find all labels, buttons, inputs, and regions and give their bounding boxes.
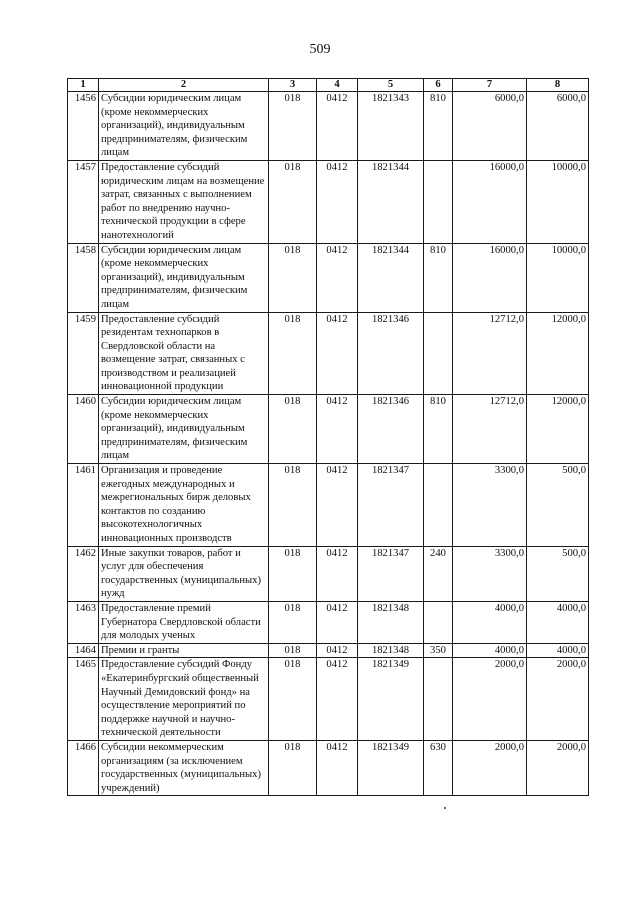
row-col5: 1821346 [358,395,424,464]
row-description: Субсидии юридическим лицам (кроме некоммерческих организаций), индивидуальным предпринимателям, физическим лицам [99,92,269,161]
row-col3: 018 [269,658,317,741]
table-row [68,546,589,601]
table-row [68,658,589,741]
row-col8: 4000,0 [527,601,589,643]
column-header: 2 [99,79,269,92]
row-col3: 018 [269,395,317,464]
column-header: 5 [358,79,424,92]
row-number: 1460 [68,395,99,464]
row-description: Предоставление премий Губернатора Свердловской области для молодых ученых [99,601,269,643]
row-col4: 0412 [317,395,358,464]
row-col7: 2000,0 [453,740,527,795]
row-col7: 16000,0 [453,243,527,312]
row-col4: 0412 [317,92,358,161]
row-number: 1456 [68,92,99,161]
row-col6 [424,601,453,643]
table-row [68,643,589,658]
row-col7: 3300,0 [453,464,527,547]
row-col3: 018 [269,92,317,161]
row-number: 1459 [68,312,99,395]
row-col7: 2000,0 [453,658,527,741]
column-header: 4 [317,79,358,92]
row-col6: 810 [424,395,453,464]
row-col3: 018 [269,243,317,312]
row-col8: 10000,0 [527,160,589,243]
table-row [68,464,589,547]
row-col4: 0412 [317,643,358,658]
row-description: Предоставление субсидий юридическим лицам на возмещение затрат, связанных с выполнением работ по внедрению научно-технической продукции в сфере нанотехнологий [99,160,269,243]
page-number: 509 [309,42,331,57]
row-description: Иные закупки товаров, работ и услуг для обеспечения государственных (муниципальных) нужд [99,546,269,601]
row-number: 1465 [68,658,99,741]
row-number: 1463 [68,601,99,643]
row-col8: 500,0 [527,546,589,601]
row-col6: 350 [424,643,453,658]
row-description: Организация и проведение ежегодных международных и межрегиональных бирж деловых контактов по созданию высокотехнологичных инновационных производств [99,464,269,547]
row-col4: 0412 [317,464,358,547]
row-col7: 16000,0 [453,160,527,243]
row-col7: 4000,0 [453,643,527,658]
row-col7: 6000,0 [453,92,527,161]
table-row [68,601,589,643]
row-col5: 1821344 [358,160,424,243]
row-col5: 1821349 [358,658,424,741]
row-col8: 500,0 [527,464,589,547]
row-col5: 1821349 [358,740,424,795]
table-row [68,312,589,395]
row-col5: 1821343 [358,92,424,161]
table-row [68,243,589,312]
row-col3: 018 [269,601,317,643]
row-number: 1464 [68,643,99,658]
row-col7: 3300,0 [453,546,527,601]
row-description: Субсидии некоммерческим организациям (за исключением государственных (муниципальных) учреждений) [99,740,269,795]
row-col8: 4000,0 [527,643,589,658]
row-col6 [424,312,453,395]
row-number: 1462 [68,546,99,601]
row-col6: 630 [424,740,453,795]
row-col8: 6000,0 [527,92,589,161]
row-col5: 1821344 [358,243,424,312]
column-header: 6 [424,79,453,92]
row-col8: 2000,0 [527,658,589,741]
row-col6 [424,160,453,243]
table-row [68,395,589,464]
column-header: 3 [269,79,317,92]
row-col3: 018 [269,312,317,395]
row-col6 [424,658,453,741]
row-col3: 018 [269,546,317,601]
row-col6: 810 [424,92,453,161]
row-col7: 12712,0 [453,312,527,395]
row-col6: 240 [424,546,453,601]
row-description: Предоставление субсидий Фонду «Екатеринбургский общественный Научный Демидовский фонд» на осуществление мероприятий по поддержке научной и научно-технической деятельности [99,658,269,741]
row-number: 1461 [68,464,99,547]
row-col7: 4000,0 [453,601,527,643]
row-col6 [424,464,453,547]
row-col4: 0412 [317,546,358,601]
row-col5: 1821346 [358,312,424,395]
row-col4: 0412 [317,243,358,312]
table-row [68,92,589,161]
row-col5: 1821347 [358,546,424,601]
row-col4: 0412 [317,312,358,395]
column-header: 8 [527,79,589,92]
scan-speck [444,807,446,809]
row-col4: 0412 [317,601,358,643]
row-col3: 018 [269,643,317,658]
row-col5: 1821348 [358,643,424,658]
row-col8: 12000,0 [527,395,589,464]
header-row [68,79,589,92]
table-row [68,740,589,795]
row-col3: 018 [269,160,317,243]
row-col8: 10000,0 [527,243,589,312]
row-description: Премии и гранты [99,643,269,658]
row-col6: 810 [424,243,453,312]
row-col8: 12000,0 [527,312,589,395]
row-col5: 1821347 [358,464,424,547]
budget-table [67,78,589,796]
row-description: Предоставление субсидий резидентам технопарков в Свердловской области на возмещение затрат, связанных с производством и реализацией инновационной продукции [99,312,269,395]
row-description: Субсидии юридическим лицам (кроме некоммерческих организаций), индивидуальным предпринимателям, физическим лицам [99,243,269,312]
row-number: 1457 [68,160,99,243]
row-col3: 018 [269,740,317,795]
row-col7: 12712,0 [453,395,527,464]
row-number: 1458 [68,243,99,312]
row-col4: 0412 [317,658,358,741]
column-header: 1 [68,79,99,92]
column-header: 7 [453,79,527,92]
row-col5: 1821348 [358,601,424,643]
table-row [68,160,589,243]
row-col4: 0412 [317,740,358,795]
row-description: Субсидии юридическим лицам (кроме некоммерческих организаций), индивидуальным предпринимателям, физическим лицам [99,395,269,464]
row-number: 1466 [68,740,99,795]
row-col3: 018 [269,464,317,547]
row-col8: 2000,0 [527,740,589,795]
row-col4: 0412 [317,160,358,243]
